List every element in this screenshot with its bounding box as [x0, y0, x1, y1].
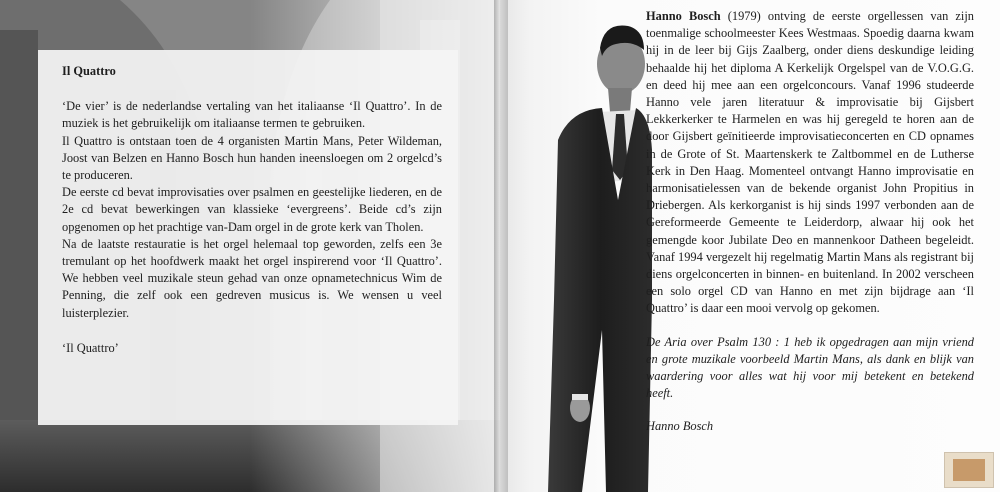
paragraph: Il Quattro is ontstaan toen de 4 organisten Martin Mans, Peter Wildeman, Joost van Belzen en Hanno Bosch hun handen ineensloegen om 2 orgelcd’s te produceren. [62, 133, 442, 183]
paragraph: ‘De vier’ is de nederlandse vertaling van het italiaanse ‘Il Quattro’. In de muziek is het gebruikelijk om italiaanse termen te gebruiken. [62, 99, 442, 131]
bio-text: (1979) ontving de eerste orgellessen van zijn toenmalige schoolmeester Kees Westmaas. Spoedig daarna kwam hij in de leer bij Gijs Zaalberg, onder diens deskundige leiding behaalde hij het diploma A Kerkelijk Orgelspel van de V.O.G.G. en deed hij mee aan een orgelconcours. Vanaf 1996 studeerde Hanno vele jaren literatuur & improvisatie bij Gijsbert Lekkerkerker te Harmelen en was hij geregeld te horen aan de door Gijsbert geïnitieerde improvisatieconcerten en CD opnames in de Grote of St. Maartenskerk te Zaltbommel en de Lutherse Kerk in Den Haag. Momenteel ontvangt Hanno improvisatie en harmonisatielessen van de bekende organist John Propitius in Driebergen. Als kerkorganist is hij sinds 1997 verbonden aan de Gereformeerde Gemeente te Leiderdorp, alwaar hij ook het gemengde koor Jubilate Deo en mannenkoor Datheen begeleidt. Vanaf 1994 vergezelt hij regelmatig Martin Mans als registrant bij diens orgelconcerten in binnen- en buitenland. In 2002 verscheen een solo orgel CD van Hanno en met zijn bijdrage aan ‘Il Quattro’ is daar een mooi vervolg op gekomen. [646, 9, 974, 316]
right-page [500, 0, 1000, 492]
dedication: De Aria over Psalm 130 : 1 heb ik opgedragen aan mijn vriend en grote muzikale voorbeeld Martin Mans, als dank en blijk van waardering voor alles wat hij voor mij betekent en betekend heeft. [646, 334, 974, 401]
biography [646, 8, 974, 318]
section-heading: Il Quattro [62, 64, 116, 78]
bio-name: Hanno Bosch [646, 9, 721, 23]
paragraph: Na de laatste restauratie is het orgel helemaal top geworden, zelfs een 3e tremulant op het hoofdwerk maakt het orgel inspirerend voor ‘Il Quattro’. We hebben veel muzikale steun gehad van onze opnametechnicus Wim de Penning, die zelf ook een gedreven musicus is. We wensen u veel luisterplezier. [62, 236, 442, 320]
watermark-mark-icon [953, 459, 985, 481]
paragraph: De eerste cd bevat improvisaties over psalmen en geestelijke liederen, en de 2e cd bevat bewerkingen van klassieke ‘evergreens’. Beide cd’s zijn opgenomen op het prachtige van-Dam orgel in de grote kerk van Tholen. [62, 185, 442, 234]
signature: ‘Il Quattro’ [62, 340, 119, 355]
left-text-block [62, 63, 442, 357]
page-gutter [494, 0, 508, 492]
right-text-block [646, 8, 974, 436]
watermark-logo [944, 452, 994, 488]
signature: Hanno Bosch [646, 419, 714, 434]
